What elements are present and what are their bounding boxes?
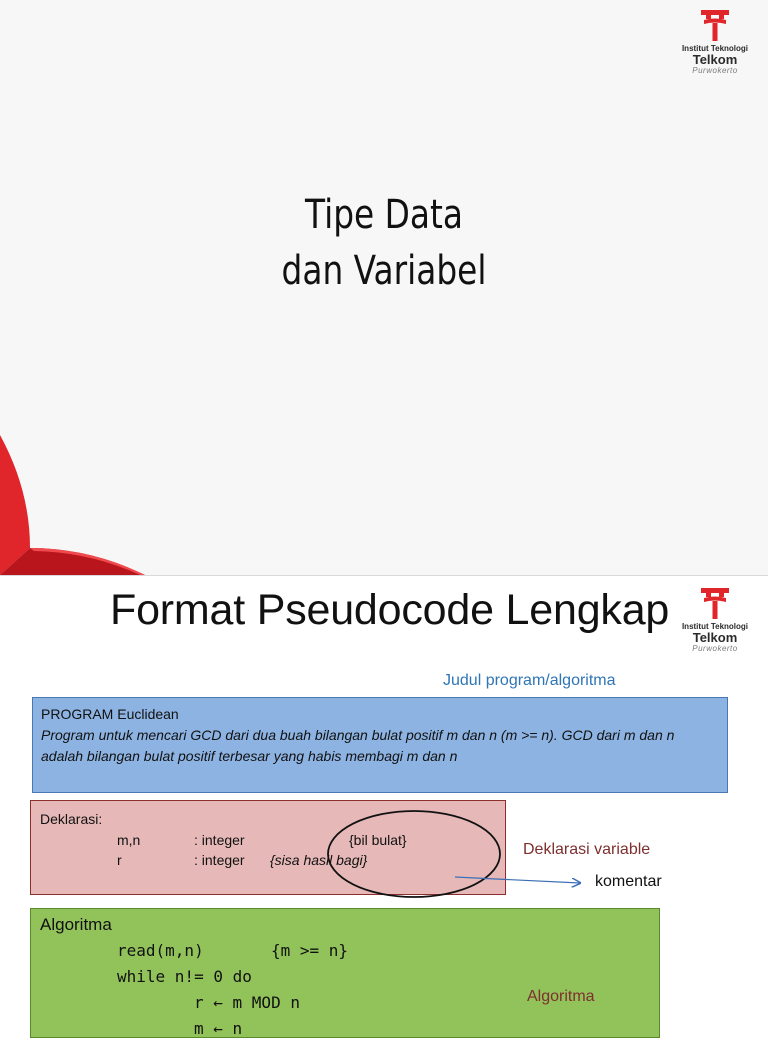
- declaration-type: : integer: [194, 832, 245, 848]
- decorative-red-swoosh: [0, 420, 160, 575]
- logo-city-text: Purwokerto: [692, 66, 738, 75]
- code-line: m ← n: [194, 1019, 243, 1038]
- telkom-emblem-icon: [700, 586, 730, 620]
- code-line: read(m,n): [117, 941, 204, 960]
- declaration-box: [30, 800, 506, 895]
- telkom-logo: [670, 8, 760, 75]
- program-header-box: [32, 697, 728, 793]
- algorithm-heading: Algoritma: [40, 915, 112, 934]
- telkom-emblem-icon: [700, 8, 730, 42]
- code-line: while n!= 0 do: [117, 967, 252, 986]
- logo-city-text: Purwokerto: [692, 644, 738, 653]
- algorithm-label: Algoritma: [527, 988, 595, 1005]
- program-name: PROGRAM Euclidean: [41, 706, 179, 722]
- program-title-label: Judul program/algoritma: [443, 672, 616, 689]
- declaration-var: m,n: [117, 832, 141, 848]
- logo-brand-text: Telkom: [692, 52, 738, 67]
- telkom-logo: [670, 586, 760, 653]
- slide-title-line1: Tipe Data: [305, 192, 463, 238]
- declaration-var: r: [117, 852, 122, 868]
- logo-institution-text: Institut Teknologi: [681, 44, 749, 53]
- logo-brand-text: Telkom: [692, 630, 738, 645]
- slide-title-line2: dan Variabel: [281, 248, 487, 294]
- algorithm-box: [30, 908, 660, 1038]
- slide-title: Format Pseudocode Lengkap: [110, 586, 670, 634]
- comment-label: komentar: [595, 873, 662, 890]
- logo-institution-text: Institut Teknologi: [681, 622, 749, 631]
- declaration-type: : integer: [194, 852, 245, 868]
- declaration-comment: {sisa hasil bagi}: [270, 852, 368, 868]
- code-line: r ← m MOD n: [194, 993, 300, 1012]
- program-description: Program untuk mencari GCD dari dua buah bilangan bulat positif m dan n (m >= n). GCD dari m dan n adalah bilangan bulat positif terbesar yang habis membagi m dan n: [41, 727, 675, 764]
- variable-declaration-label: Deklarasi variable: [523, 841, 651, 858]
- declaration-heading: Deklarasi:: [40, 811, 103, 827]
- code-comment: {m >= n}: [271, 941, 349, 960]
- declaration-comment: {bil bulat}: [349, 832, 407, 848]
